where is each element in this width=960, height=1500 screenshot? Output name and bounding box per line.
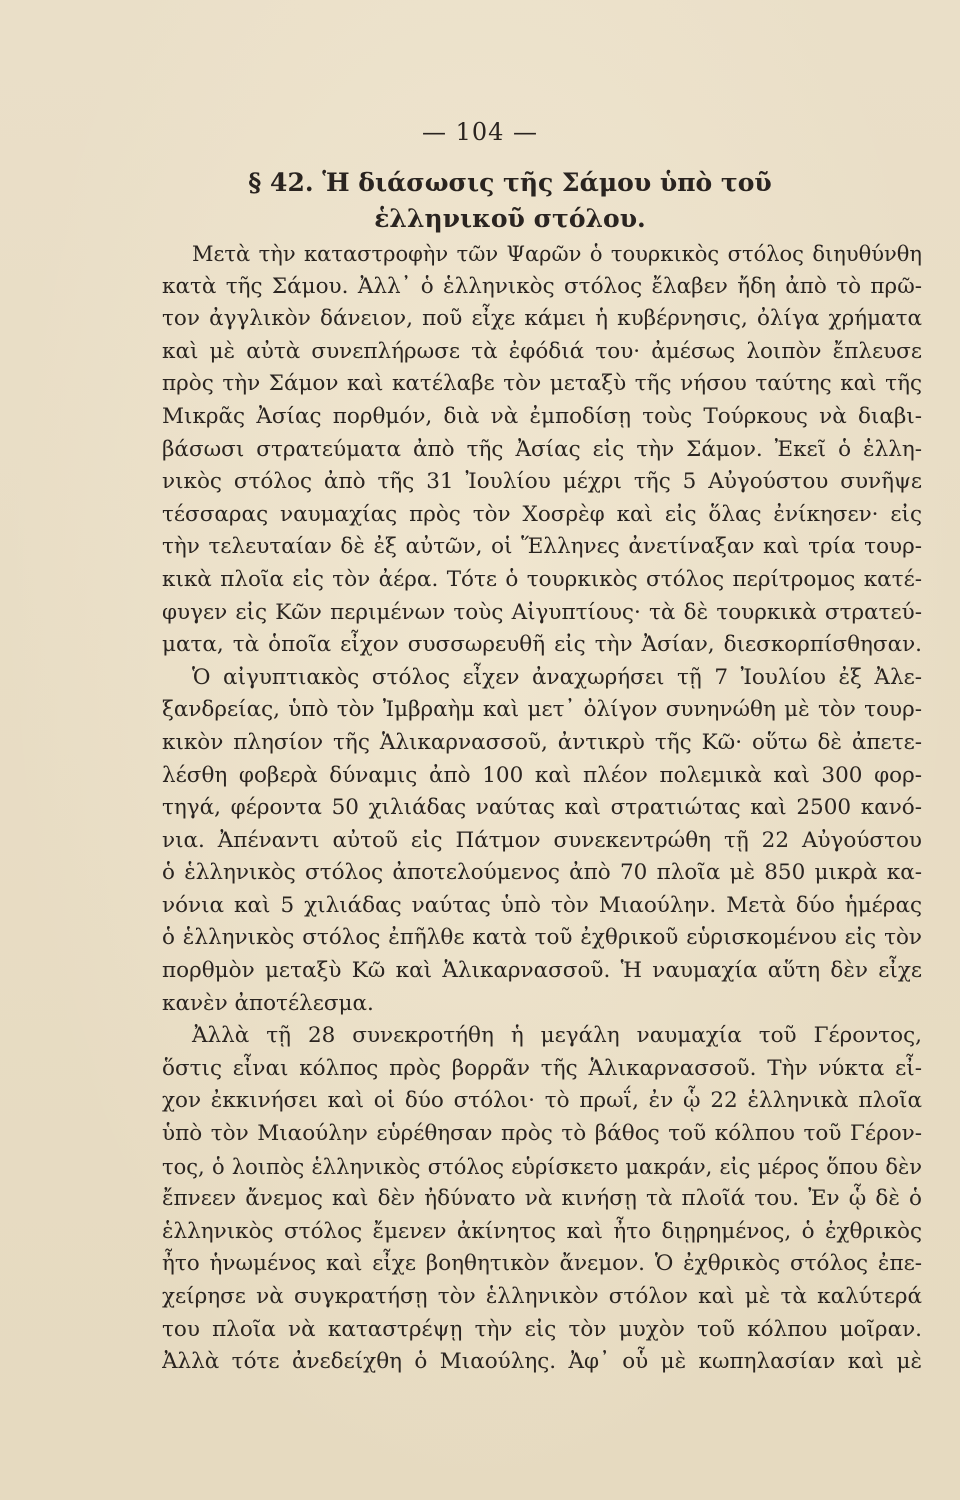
text-line: κικὰ πλοῖα εἰς τὸν ἀέρα. Τότε ὁ τουρκικὸς στόλος περίτρομος κατέ-	[162, 566, 922, 592]
text-line: Ὁ αἰγυπτιακὸς στόλος εἶχεν ἀναχωρήσει τῇ 7 Ἰουλίου ἐξ Ἀλε-	[192, 664, 922, 690]
text-line: Ἀλλὰ τῇ 28 συνεκροτήθη ἡ μεγάλη ναυμαχία τοῦ Γέροντος,	[192, 1023, 922, 1049]
text-line: πρὸς τὴν Σάμον καὶ κατέλαβε τὸν μεταξὺ τῆς νήσου ταύτης καὶ τῆς	[162, 371, 922, 397]
section-heading-line-2: ἑλληνικοῦ στόλου.	[374, 204, 646, 233]
text-line: του πλοῖα νὰ καταστρέψῃ τὴν εἰς τὸν μυχὸν τοῦ κόλπου μοῖραν.	[162, 1316, 922, 1342]
text-line: καὶ μὲ αὐτὰ συνεπλήρωσε τὰ ἐφόδιά του· ἀμέσως λοιπὸν ἔπλευσε	[162, 338, 922, 364]
text-line: βάσωσι στρατεύματα ἀπὸ τῆς Ἀσίας εἰς τὴν Σάμον. Ἐκεῖ ὁ ἑλλη-	[162, 436, 922, 462]
page-number: — 104 —	[421, 118, 539, 146]
text-line: ὅστις εἶναι κόλπος πρὸς βορρᾶν τῆς Ἁλικαρνασσοῦ. Τὴν νύκτα εἶ-	[162, 1055, 922, 1081]
text-line: πορθμὸν μεταξὺ Κῶ καὶ Ἁλικαρνασσοῦ. Ἡ ναυμαχία αὕτη δὲν εἶχε	[162, 958, 922, 984]
text-line: κατὰ τῆς Σάμου. Ἀλλ᾽ ὁ ἑλληνικὸς στόλος ἔλαβεν ἤδη ἀπὸ τὸ πρῶ-	[162, 273, 922, 299]
text-line: ξανδρείας, ὑπὸ τὸν Ἰμβραὴμ καὶ μετ᾽ ὀλίγον συνηνώθη μὲ τὸν τουρ-	[162, 697, 922, 723]
text-line: κανὲν ἀποτέλεσμα.	[162, 990, 374, 1016]
text-line: νόνια καὶ 5 χιλιάδας ναύτας ὑπὸ τὸν Μιαούλην. Μετὰ δύο ἡμέρας	[162, 892, 922, 918]
body-text	[162, 238, 922, 1379]
text-line: Μετὰ τὴν καταστροφὴν τῶν Ψαρῶν ὁ τουρκικὸς στόλος διηυθύνθη	[192, 242, 922, 266]
text-line: Ἀλλὰ τότε ἀνεδείχθη ὁ Μιαούλης. Ἀφ᾽ οὗ μὲ κωπηλασίαν καὶ μὲ	[162, 1349, 922, 1375]
section-heading	[150, 165, 870, 237]
text-line: χον ἐκκινήσει καὶ οἱ δύο στόλοι· τὸ πρωΐ, ἐν ᾧ 22 ἑλληνικὰ πλοῖα	[162, 1088, 922, 1114]
text-line: κικὸν πλησίον τῆς Ἁλικαρνασσοῦ, ἀντικρὺ τῆς Κῶ· οὕτω δὲ ἀπετε-	[162, 729, 922, 755]
text-line: Μικρᾶς Ἀσίας πορθμόν, διὰ νὰ ἐμποδίσῃ τοὺς Τούρκους νὰ διαβι-	[162, 403, 922, 429]
text-line: χείρησε νὰ συγκρατήσῃ τὸν ἑλληνικὸν στόλον καὶ μὲ τὰ καλύτερά	[162, 1284, 922, 1309]
text-line: ἔπνεεν ἄνεμος καὶ δὲν ἠδύνατο νὰ κινήσῃ τὰ πλοῖά του. Ἐν ᾧ δὲ ὁ	[162, 1186, 922, 1212]
text-line: ὁ ἑλληνικὸς στόλος ἀποτελούμενος ἀπὸ 70 πλοῖα μὲ 850 μικρὰ κα-	[162, 860, 922, 886]
text-line: τος, ὁ λοιπὸς ἑλληνικὸς στόλος εὑρίσκετο μακράν, εἰς μέρος ὅπου δὲν	[162, 1154, 922, 1179]
text-line: ἑλληνικὸς στόλος ἔμενεν ἀκίνητος καὶ ἦτο διῃρημένος, ὁ ἐχθρικὸς	[162, 1218, 922, 1244]
text-line: τον ἀγγλικὸν δάνειον, ποῦ εἶχε κάμει ἡ κυβέρνησις, ὀλίγα χρήματα	[162, 306, 922, 332]
text-line: ματα, τὰ ὁποῖα εἶχον συσσωρευθῆ εἰς τὴν Ἀσίαν, διεσκορπίσθησαν.	[162, 632, 922, 658]
text-line: λέσθη φοβερὰ δύναμις ἀπὸ 100 καὶ πλέον πολεμικὰ καὶ 300 φορ-	[162, 762, 922, 788]
section-heading-line-1: § 42. Ἡ διάσωσις τῆς Σάμου ὑπὸ τοῦ	[248, 168, 772, 197]
text-line: νια. Ἀπέναντι αὐτοῦ εἰς Πάτμον συνεκεντρώθη τῇ 22 Αὐγούστου	[162, 827, 922, 853]
text-line: ὑπὸ τὸν Μιαούλην εὑρέθησαν πρὸς τὸ βάθος τοῦ κόλπου τοῦ Γέρον-	[162, 1121, 922, 1147]
text-line: νικὸς στόλος ἀπὸ τῆς 31 Ἰουλίου μέχρι τῆς 5 Αὐγούστου συνῆψε	[162, 469, 922, 495]
text-line: ὁ ἑλληνικὸς στόλος ἐπῆλθε κατὰ τοῦ ἐχθρικοῦ εὑρισκομένου εἰς τὸν	[162, 925, 922, 951]
text-line: τὴν τελευταίαν δὲ ἐξ αὐτῶν, οἱ Ἕλληνες ἀνετίναξαν καὶ τρία τουρ-	[162, 534, 922, 560]
text-line: τηγά, φέροντα 50 χιλιάδας ναύτας καὶ στρατιώτας καὶ 2500 κανό-	[162, 795, 922, 821]
text-line: ἦτο ἡνωμένος καὶ εἶχε βοηθητικὸν ἄνεμον. Ὁ ἐχθρικὸς στόλος ἐπε-	[162, 1251, 922, 1277]
text-line: τέσσαρας ναυμαχίας πρὸς τὸν Χοσρὲφ καὶ εἰς ὅλας ἐνίκησεν· εἰς	[162, 501, 922, 527]
text-line: φυγεν εἰς Κῶν περιμένων τοὺς Αἰγυπτίους· τὰ δὲ τουρκικὰ στρατεύ-	[162, 599, 922, 625]
